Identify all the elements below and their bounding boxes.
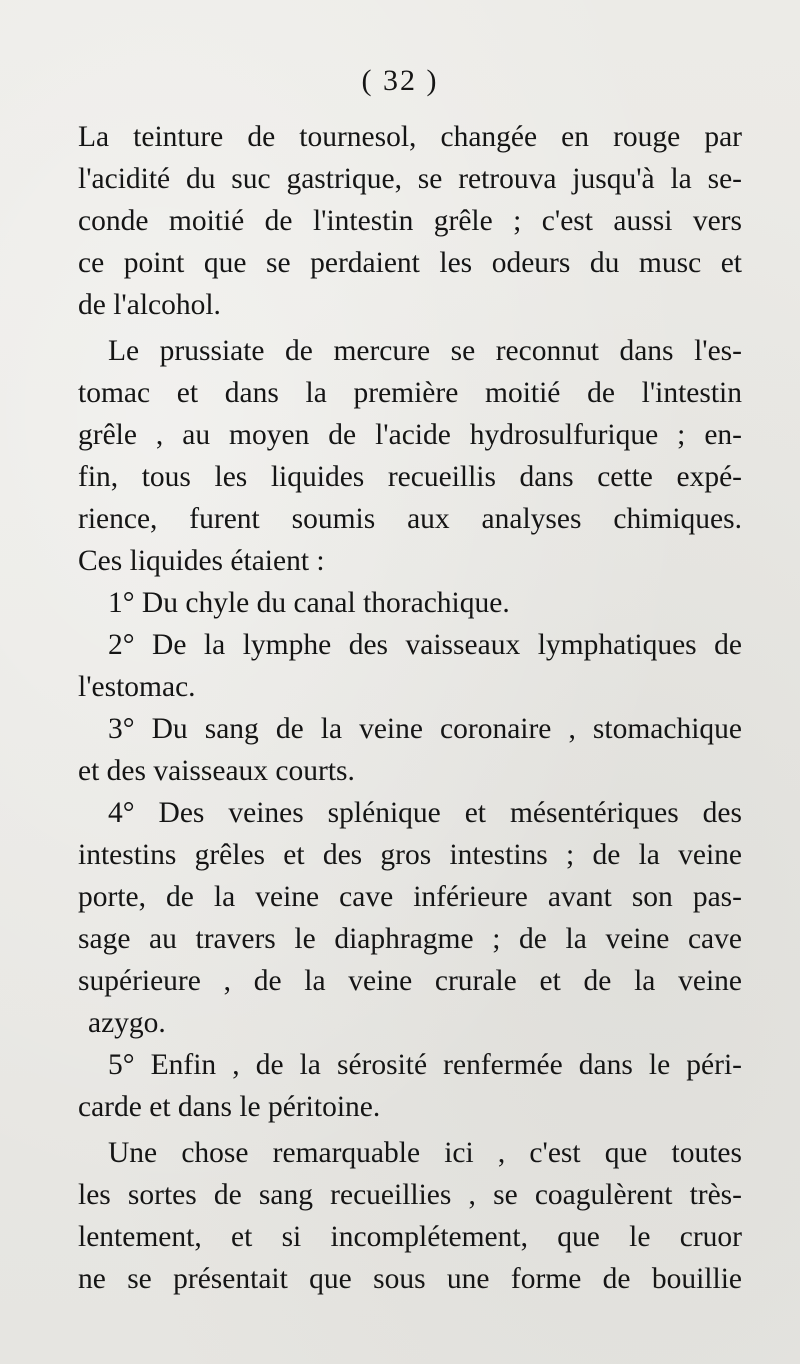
text-line: et des vaisseaux courts.: [78, 755, 355, 787]
body-text: [78, 116, 742, 1300]
text-line: Ces liquides étaient :: [78, 545, 325, 577]
text-line: fin, tous les liquides recueillis dans cette expé-: [78, 461, 742, 493]
paragraph-start-line: Le prussiate de mercure se reconnut dans l'es-: [108, 335, 742, 367]
list-item-line: 5° Enfin , de la sérosité renfermée dans le péri-: [108, 1049, 742, 1081]
text-line: conde moitié de l'intestin grêle ; c'est aussi vers: [78, 205, 742, 237]
text-line: l'estomac.: [78, 671, 196, 703]
text-line: tomac et dans la première moitié de l'intestin: [78, 377, 742, 409]
text-line: supérieure , de la veine crurale et de la veine: [78, 965, 742, 997]
list-item-line: 1° Du chyle du canal thorachique.: [108, 587, 510, 619]
text-line: rience, furent soumis aux analyses chimiques.: [78, 503, 742, 535]
text-line: porte, de la veine cave inférieure avant son pas-: [78, 881, 742, 913]
text-line: La teinture de tournesol, changée en rouge par: [78, 121, 742, 153]
list-item-line: 2° De la lymphe des vaisseaux lymphatiques de: [108, 629, 742, 661]
text-line: les sortes de sang recueillies , se coagulèrent très-: [78, 1179, 742, 1211]
text-line: carde et dans le péritoine.: [78, 1091, 381, 1123]
text-line: l'acidité du suc gastrique, se retrouva jusqu'à la se-: [78, 163, 742, 195]
text-line: azygo.: [88, 1007, 166, 1039]
list-item-line: 3° Du sang de la veine coronaire , stomachique: [108, 713, 742, 745]
text-line: ce point que se perdaient les odeurs du musc et: [78, 247, 742, 279]
page-number: ( 32 ): [361, 64, 439, 97]
list-item-line: 4° Des veines splénique et mésentériques des: [108, 797, 742, 829]
text-line: ne se présentait que sous une forme de bouillie: [78, 1263, 742, 1295]
text-line: intestins grêles et des gros intestins ; de la veine: [78, 839, 742, 871]
text-line: grêle , au moyen de l'acide hydrosulfurique ; en-: [78, 419, 742, 451]
text-line: de l'alcohol.: [78, 289, 221, 321]
paragraph-start-line: Une chose remarquable ici , c'est que toutes: [108, 1137, 742, 1169]
text-line: sage au travers le diaphragme ; de la veine cave: [78, 923, 742, 955]
text-line: lentement, et si incomplétement, que le cruor: [78, 1221, 742, 1253]
